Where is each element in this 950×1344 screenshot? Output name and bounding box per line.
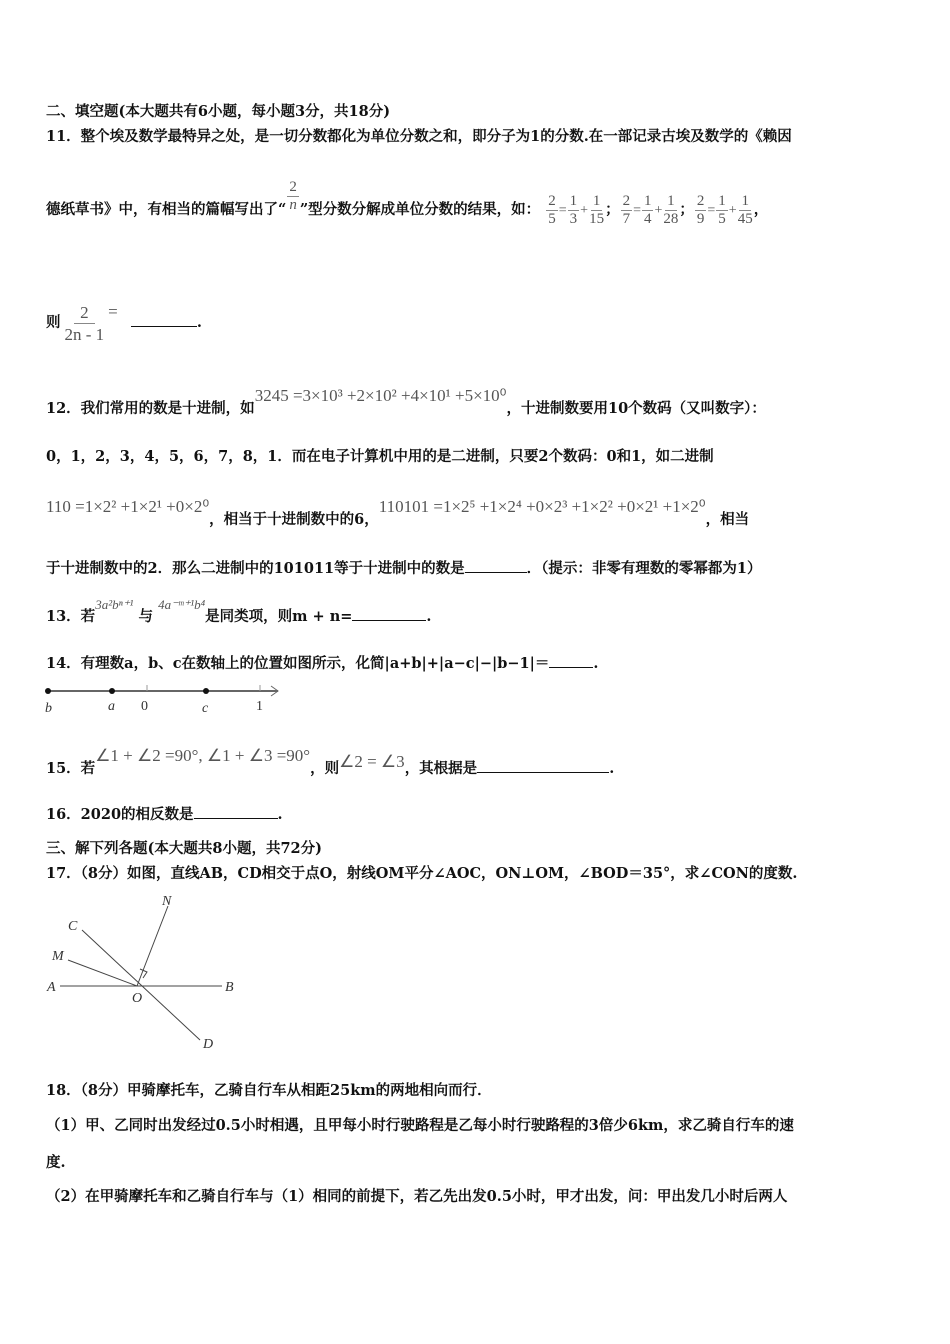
number-line-figure xyxy=(40,680,290,720)
equals: = xyxy=(108,302,118,321)
t: ，其根据是 xyxy=(404,760,478,777)
label-A: A xyxy=(47,980,56,995)
math-binary-110101: 110101 =1×2⁵ +1×2⁴ +0×2³ +1×2² +0×2¹ +1×2⁰ xyxy=(378,497,706,516)
num: 2 xyxy=(548,192,556,209)
q15 xyxy=(46,746,615,779)
num: 1 xyxy=(667,192,675,209)
fraction xyxy=(621,193,633,228)
q11-line2 xyxy=(46,178,769,231)
period: . xyxy=(426,608,432,625)
answer-blank xyxy=(131,312,197,327)
fraction xyxy=(589,193,604,228)
answer-blank xyxy=(352,606,426,621)
label-N: N xyxy=(162,894,172,909)
section2-title: 二、填空题(本大题共有6小题，每小题3分，共18分) xyxy=(46,103,391,120)
t: ．（提示：非零有理数的零幂都为1） xyxy=(526,560,762,577)
fraction xyxy=(716,193,728,228)
label-D: D xyxy=(203,1037,214,1052)
den: 3 xyxy=(569,210,578,227)
q12-line2: 0，1，2，3，4，5，6，7，8，1．而在电子计算机中用的是二进制，只要2个数码：0和1，如二进制 xyxy=(46,448,714,465)
q18-part2: （2）在甲骑摩托车和乙骑自行车与（1）相同的前提下，若乙先出发0.5小时，甲才出发，问：甲出发几小时后两人 xyxy=(46,1188,788,1205)
period: . xyxy=(277,806,283,823)
den: 4 xyxy=(643,210,652,227)
fraction-2-over-n xyxy=(287,179,299,214)
den: 28 xyxy=(663,210,679,227)
label-C: C xyxy=(68,919,78,934)
num: 1 xyxy=(718,192,726,209)
q18: 18．（8分）甲骑摩托车，乙骑自行车从相距25km的两地相向而行． xyxy=(46,1082,492,1099)
label-O: O xyxy=(132,991,143,1006)
num: 1 xyxy=(643,192,652,209)
q14 xyxy=(46,653,598,674)
label-0: 0 xyxy=(141,699,148,714)
term1: 3a²bⁿ⁺¹ xyxy=(95,597,134,612)
separator: ； xyxy=(605,201,620,218)
q11-text: ”型分数分解成单位分数的结果，如： xyxy=(299,201,541,218)
period: . xyxy=(609,760,615,777)
q18-part1-cont: 度. xyxy=(46,1154,66,1171)
angle-figure xyxy=(40,890,250,1055)
math-decimal: 3245 =3×10³ +2×10² +4×10¹ +5×10⁰ xyxy=(254,386,507,405)
den: 9 xyxy=(696,210,705,227)
label-1: 1 xyxy=(256,699,263,714)
q12-line4 xyxy=(46,558,761,579)
t: 13．若 xyxy=(46,608,96,625)
separator: ； xyxy=(679,201,694,218)
num: 2 xyxy=(696,192,705,209)
separator: ， xyxy=(753,201,769,218)
math-angle-eq: ∠2 = ∠3 xyxy=(339,752,405,771)
q16 xyxy=(46,804,283,825)
answer-blank xyxy=(477,758,609,773)
q11-line3 xyxy=(46,300,202,345)
t: 于十进制数中的2．那么二进制中的101011等于十进制中的数是 xyxy=(46,560,465,577)
fraction-2-over-2n-1 xyxy=(65,302,105,345)
fraction xyxy=(546,193,558,228)
q12-line1 xyxy=(46,386,766,419)
fraction-example: $\frac{2}{9}$ = $\frac{1}{5}$ + $\frac{1}{45}$ ， xyxy=(696,192,769,227)
answer-blank xyxy=(194,804,278,819)
fraction-example: $\frac{2}{7}$ = $\frac{1}{4}$ + $\frac{1}{28}$ ； xyxy=(622,192,694,227)
q11-line1: 11．整个埃及数学最特异之处，是一切分数都化为单位分数之和，即分子为1的分数.在一部记录古埃及数学的《赖因 xyxy=(46,128,792,145)
fraction xyxy=(663,193,678,228)
num: 2 xyxy=(622,192,631,209)
q11-text: 德纸草书》中，有相当的篇幅写出了“ xyxy=(46,201,287,218)
math-angles: ∠1 + ∠2 =90°, ∠1 + ∠3 =90° xyxy=(95,746,311,765)
den: 5 xyxy=(548,210,556,227)
q11-examples xyxy=(545,192,769,227)
fraction xyxy=(642,193,654,228)
fraction xyxy=(738,193,753,228)
label-b: b xyxy=(45,701,52,716)
t: ，相当 xyxy=(705,511,750,528)
period: . xyxy=(593,655,599,672)
den: 45 xyxy=(737,210,753,227)
num: 1 xyxy=(569,192,578,209)
t: 与 xyxy=(138,608,154,625)
num: 1 xyxy=(741,192,749,209)
label-B: B xyxy=(225,980,234,995)
num: 2 xyxy=(74,302,95,324)
t: ，十进制数要用10个数码（又叫数字）： xyxy=(506,400,766,417)
label-a: a xyxy=(108,699,115,714)
t: 16．2020的相反数是 xyxy=(46,806,194,823)
fraction xyxy=(568,193,580,228)
q13 xyxy=(46,597,432,627)
answer-blank xyxy=(549,653,593,668)
label-M: M xyxy=(52,949,64,964)
num: 2 xyxy=(289,178,297,195)
t: ，则 xyxy=(310,760,340,777)
t: ，相当于十进制数中的6， xyxy=(209,511,379,528)
answer-blank xyxy=(465,558,527,573)
q12-line3 xyxy=(46,497,750,530)
section3-title: 三、解下列各题(本大题共8小题，共72分) xyxy=(46,840,322,857)
den: 2n - 1 xyxy=(64,324,105,344)
fraction-example: $\frac{2}{5}$ = $\frac{1}{3}$ + $\frac{1}{15}$ ； xyxy=(548,192,620,227)
den: n xyxy=(289,196,297,213)
period: . xyxy=(196,314,202,331)
den: 5 xyxy=(718,210,726,227)
q11-then: 则 xyxy=(46,314,61,331)
t: 15．若 xyxy=(46,760,96,777)
t: 12．我们常用的数是十进制，如 xyxy=(46,400,255,417)
t: 14．有理数a，b、c在数轴上的位置如图所示，化简|a+b|+|a−c|−|b−1|＝ xyxy=(46,655,550,672)
q17: 17．（8分）如图，直线AB，CD相交于点O，射线OM平分∠AOC，ON⊥OM，∠BOD＝35°，求∠CON的度数. xyxy=(46,865,798,882)
num: 1 xyxy=(592,192,601,209)
den: 15 xyxy=(589,210,605,227)
t: 是同类项，则m + n= xyxy=(205,608,353,625)
fraction xyxy=(695,193,707,228)
label-c: c xyxy=(202,701,209,716)
math-binary-110: 110 =1×2² +1×2¹ +0×2⁰ xyxy=(46,497,210,516)
q18-part1: （1）甲、乙同时出发经过0.5小时相遇，且甲每小时行驶路程是乙每小时行驶路程的3倍少6km，求乙骑自行车的速 xyxy=(46,1117,794,1134)
term2: 4a⁻ᵐ⁺¹b⁴ xyxy=(158,597,206,612)
den: 7 xyxy=(622,210,631,227)
